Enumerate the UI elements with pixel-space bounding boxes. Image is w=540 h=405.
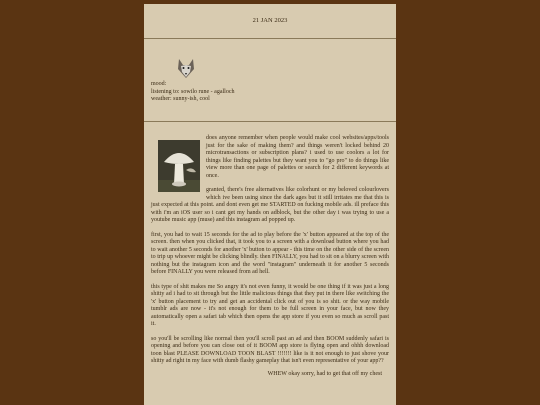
paragraph: this type of shit makes me So angry it's not even funny, it would be one thing if it was just a long shitty ad i had to sit through but the little malicious things that they put in there like switching the 'x' button placement to try and get an accidental click out of you is so shit. or the way mobile tumblr ads are now - it's not enough for them to be full screen in your face, but now they automatically open a safari tab which then opens the app store if you even so much as scroll past it. — [151, 283, 389, 327]
entry-signoff: WHEW okay sorry, had to get that off my chest — [267, 370, 382, 377]
paragraph: first, you had to wait 15 seconds for the ad to play before the 'x' button appeared at the top of the screen. then when you clicked that, it took you to a screen with a download button where you had to wait another 5 seconds for another 'x' button to appear - this time on the other side of the screen to trip up whoever might be clicking blindly. then FINALLY, you had to sit on a blurry screen with nothing but the instagram icon and the word "instagram" underneath it for another 5 seconds before FINALLY you were released from ad hell. — [151, 231, 389, 275]
paragraph: so you'll be scrolling like normal then you'll scroll past an ad and then BOOM suddenly safari is opening and before you can close out of it BOOM app store is flying open and ohhh download toon blast PLEASE DOWNLOAD TOON BLAST !!!!!!! like is it not enough to just shove your shitty ad right in my face with dumb flashy gameplay that isn't even representative of your app?? — [151, 335, 389, 364]
weather-line: weather: sunny-ish, cool — [151, 96, 210, 102]
mood-line: mood: — [151, 81, 167, 87]
mushroom-photo — [158, 140, 200, 192]
wolf-icon — [176, 57, 196, 79]
journal-page — [144, 4, 396, 405]
entry-info — [144, 39, 396, 122]
listening-line: listening to: sowilo rune - agalloch — [151, 88, 235, 95]
entry-date: 21 JAN 2023 — [144, 4, 396, 39]
entry-body — [144, 122, 396, 378]
paragraph: does anyone remember when people would make cool websites/apps/tools just for the sake of making them? and things weren't locked behind 20 microtransactions or subscription plans? i used to use coolors a lot for things like finding palettes but they want you to "go pro" to do things like view more than one page of palettes or search for 2 different keywords at once. — [206, 135, 389, 179]
paragraph: granted, there's free alternatives like colorhunt or my beloved colourlovers which ive been using since the dark ages but it still irritates me that this is just expected at this point. and dont even get me STARTED on fucking mobile ads. ill preface this with i'm an iOS user so i cant get my hands on adblock, but the other day i was trying to use a youtube music app (muse) and this instagram ad popped up. — [151, 187, 389, 223]
